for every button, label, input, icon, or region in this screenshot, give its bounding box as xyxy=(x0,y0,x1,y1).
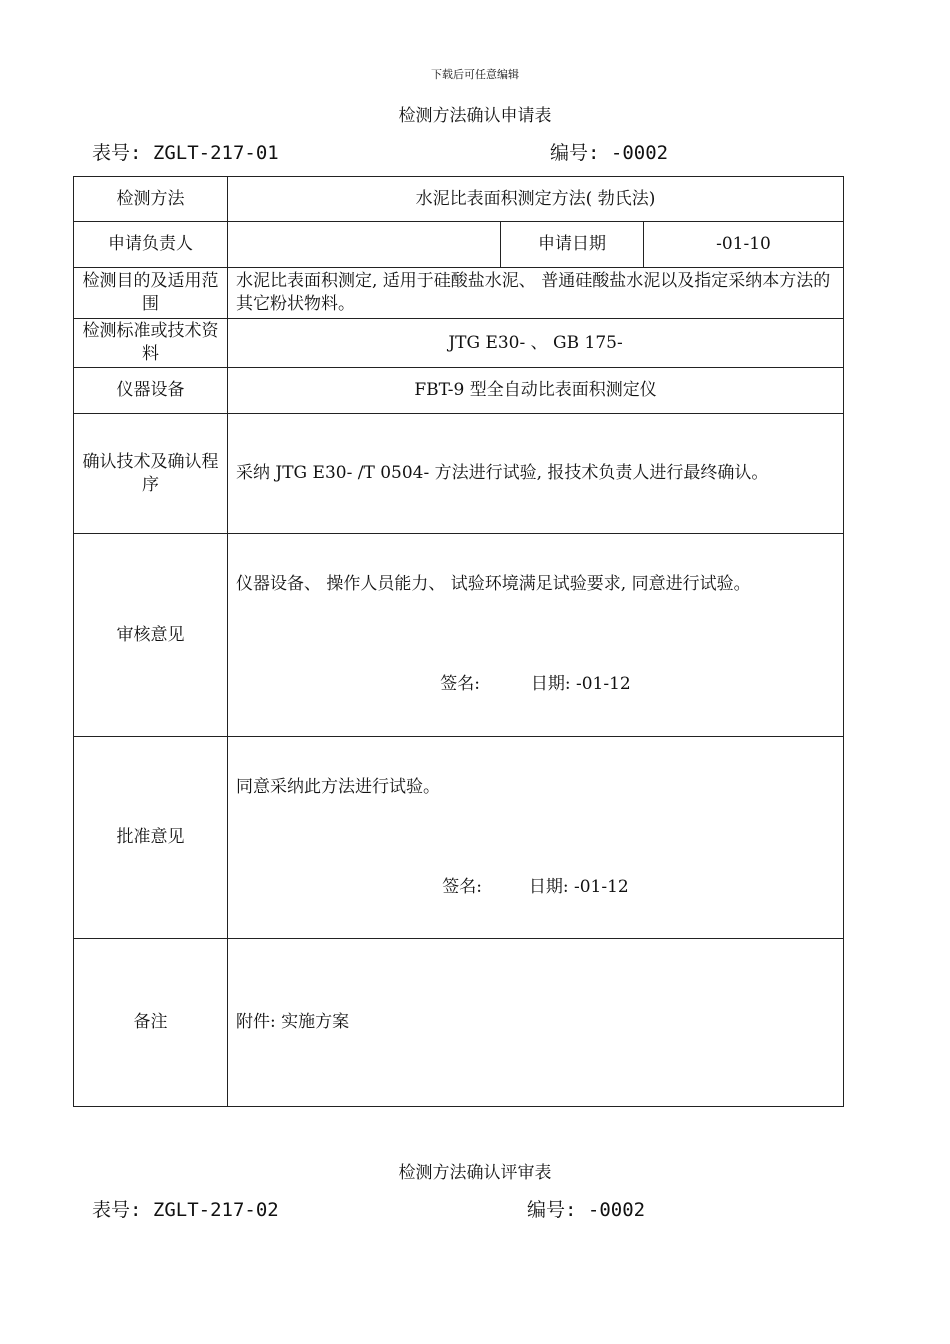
row-method xyxy=(74,177,844,222)
applicant-label: 申请负责人 xyxy=(74,222,228,268)
application-table xyxy=(73,176,844,1107)
row-remark xyxy=(74,939,844,1107)
row-review xyxy=(74,534,844,737)
review-value: 仪器设备、 操作人员能力、 试验环境满足试验要求, 同意进行试验。 xyxy=(236,574,751,594)
confirm-label: 确认技术及确认程序 xyxy=(74,414,228,534)
apply-date-label: 申请日期 xyxy=(501,222,644,268)
review-cell xyxy=(228,534,844,737)
approve-sign-label: 签名: xyxy=(442,877,483,897)
purpose-label: 检测目的及适用范围 xyxy=(74,268,228,319)
review-signature-line xyxy=(236,673,835,696)
form1-table-no: 表号: ZGLT-217-01 xyxy=(92,142,279,164)
apply-date-value: -01-10 xyxy=(644,222,844,268)
row-approve xyxy=(74,737,844,939)
equipment-value: FBT-9 型全自动比表面积测定仪 xyxy=(228,368,844,414)
form2-serial-no: 编号: -0002 xyxy=(527,1199,646,1221)
standard-label: 检测标准或技术资料 xyxy=(74,319,228,368)
remark-label: 备注 xyxy=(74,939,228,1107)
review-sign-label: 签名: xyxy=(440,674,481,694)
review-date: 日期: -01-12 xyxy=(530,674,631,694)
row-applicant xyxy=(74,222,844,268)
header-note: 下载后可任意编辑 xyxy=(431,68,519,81)
equipment-label: 仪器设备 xyxy=(74,368,228,414)
form2-table-no: 表号: ZGLT-217-02 xyxy=(92,1199,279,1221)
applicant-value xyxy=(228,222,501,268)
form1-serial-no: 编号: -0002 xyxy=(550,142,669,164)
method-label: 检测方法 xyxy=(74,177,228,222)
approve-value: 同意采纳此方法进行试验。 xyxy=(236,777,440,797)
approve-label: 批准意见 xyxy=(74,737,228,939)
review-label: 审核意见 xyxy=(74,534,228,737)
purpose-value: 水泥比表面积测定, 适用于硅酸盐水泥、 普通硅酸盐水泥以及指定采纳本方法的其它粉状物料。 xyxy=(228,268,844,319)
method-value: 水泥比表面积测定方法( 勃氏法) xyxy=(228,177,844,222)
row-standard xyxy=(74,319,844,368)
approve-cell xyxy=(228,737,844,939)
row-confirm xyxy=(74,414,844,534)
approve-date: 日期: -01-12 xyxy=(528,877,629,897)
row-purpose xyxy=(74,268,844,319)
remark-value: 附件: 实施方案 xyxy=(228,939,844,1107)
standard-value: JTG E30- 、 GB 175- xyxy=(228,319,844,368)
form1-title: 检测方法确认申请表 xyxy=(398,106,552,126)
approve-signature-line xyxy=(236,876,835,899)
form2-title: 检测方法确认评审表 xyxy=(398,1163,552,1183)
confirm-value: 采纳 JTG E30- /T 0504- 方法进行试验, 报技术负责人进行最终确认。 xyxy=(228,414,844,534)
row-equipment xyxy=(74,368,844,414)
